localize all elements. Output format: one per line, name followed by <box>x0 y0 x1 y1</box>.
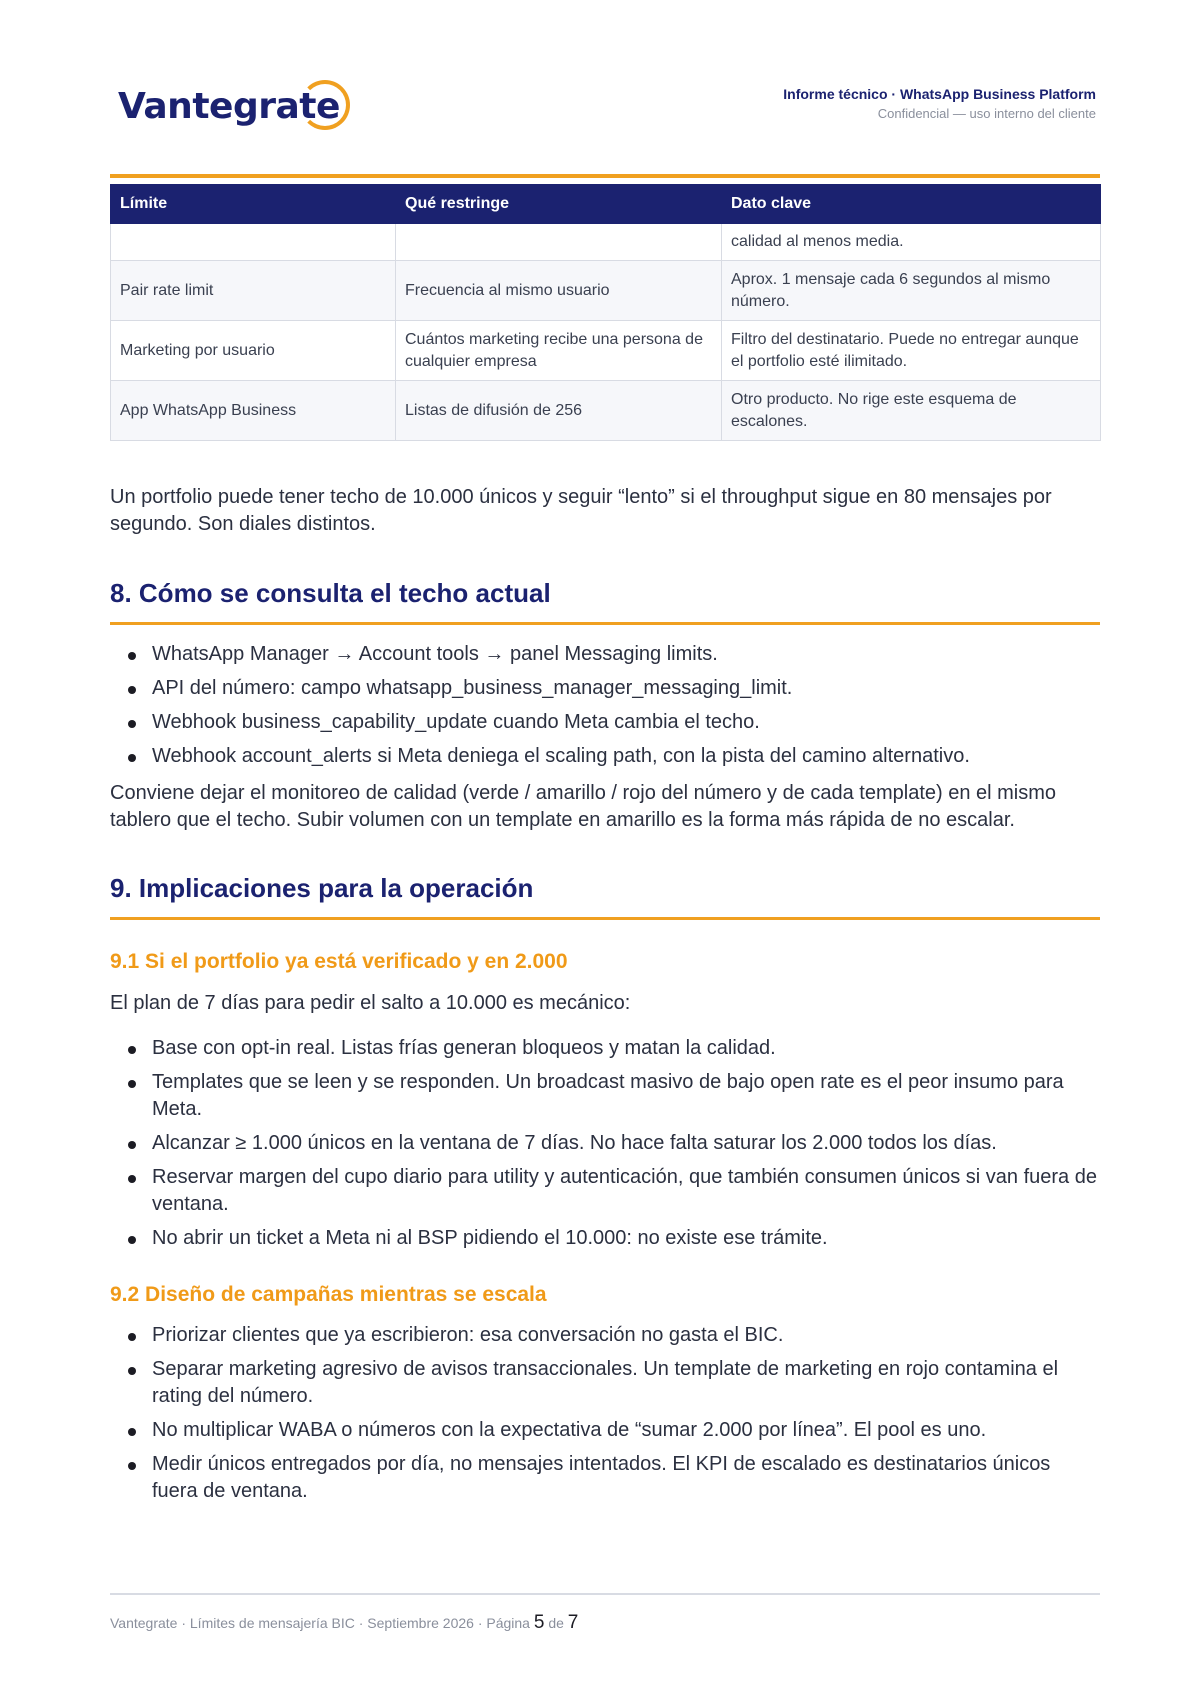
bullet-icon <box>128 1333 136 1341</box>
bullet-icon <box>128 720 136 728</box>
bullet-icon <box>128 754 136 762</box>
column-header-dato-clave: Dato clave <box>722 185 1101 224</box>
table-cell: Listas de difusión de 256 <box>396 381 722 441</box>
list-item <box>110 1417 1100 1444</box>
list-item <box>110 709 1100 736</box>
table-row <box>111 224 1101 261</box>
list-item <box>110 1356 1100 1410</box>
bullet-icon <box>128 686 136 694</box>
bullet-icon <box>128 1462 136 1470</box>
list-item <box>110 1130 1100 1157</box>
logo-text: Vantegrate <box>118 85 340 127</box>
bullet-icon <box>128 652 136 660</box>
table-header-row <box>111 185 1101 224</box>
page-number: 5 <box>533 1612 545 1633</box>
section-8-list <box>110 641 1100 770</box>
subsection-9-1-heading: 9.1 Si el portfolio ya está verificado y en 2.000 <box>110 950 568 973</box>
page-footer <box>110 1612 578 1634</box>
list-item <box>110 641 1100 668</box>
page-total: 7 <box>567 1612 579 1633</box>
list-item-text: Templates que se leen y se responden. Un broadcast masivo de bajo open rate es el peor insumo para Meta. <box>152 1071 1064 1120</box>
list-item <box>110 1164 1100 1218</box>
section-8-divider <box>110 622 1100 625</box>
list-item-text: WhatsApp Manager → Account tools → panel Messaging limits. <box>152 643 718 665</box>
intro-paragraph: Un portfolio puede tener techo de 10.000 únicos y seguir “lento” si el throughput sigue en 80 mensajes por segundo. Son diales distintos. <box>110 486 1052 535</box>
table-row <box>111 381 1101 441</box>
list-item-text: No multiplicar WABA o números con la expectativa de “sumar 2.000 por línea”. El pool es uno. <box>152 1419 987 1441</box>
table-cell <box>111 224 396 261</box>
table-cell: calidad al menos media. <box>722 224 1101 261</box>
bullet-icon <box>128 1236 136 1244</box>
bullet-icon <box>128 1175 136 1183</box>
list-item-text: Webhook account_alerts si Meta deniega el scaling path, con la pista del camino alternativo. <box>152 745 970 767</box>
list-item <box>110 1069 1100 1123</box>
confidentiality-note: Confidencial — uso interno del cliente <box>877 106 1096 121</box>
subsection-9-1-list <box>110 1035 1100 1252</box>
bullet-icon <box>128 1367 136 1375</box>
subsection-9-2-list <box>110 1322 1100 1505</box>
table-cell: Marketing por usuario <box>111 321 396 381</box>
subsection-9-1-paragraph: El plan de 7 días para pedir el salto a 10.000 es mecánico: <box>110 992 631 1014</box>
list-item-text: Reservar margen del cupo diario para utility y autenticación, que también consumen únicos si van fuera de ventana. <box>152 1166 1097 1215</box>
list-item-text: Separar marketing agresivo de avisos transaccionales. Un template de marketing en rojo contamina el rating del número. <box>152 1358 1059 1407</box>
table-cell: Aprox. 1 mensaje cada 6 segundos al mismo número. <box>722 261 1101 321</box>
list-item-text: Priorizar clientes que ya escribieron: esa conversación no gasta el BIC. <box>152 1324 784 1346</box>
vantegrate-logo <box>118 76 340 136</box>
column-header-limite: Límite <box>111 185 396 224</box>
table-cell: App WhatsApp Business <box>111 381 396 441</box>
table-cell: Cuántos marketing recibe una persona de cualquier empresa <box>396 321 722 381</box>
table-cell: Frecuencia al mismo usuario <box>396 261 722 321</box>
table-row <box>111 261 1101 321</box>
report-type: Informe técnico · WhatsApp Business Platform <box>783 86 1096 102</box>
bullet-icon <box>128 1046 136 1054</box>
list-item-text: No abrir un ticket a Meta ni al BSP pidiendo el 10.000: no existe ese trámite. <box>152 1227 828 1249</box>
list-item <box>110 675 1100 702</box>
table-row <box>111 321 1101 381</box>
limits-table <box>110 184 1101 441</box>
table-cell: Otro producto. No rige este esquema de escalones. <box>722 381 1101 441</box>
bullet-icon <box>128 1080 136 1088</box>
list-item <box>110 1035 1100 1062</box>
column-header-que-restringe: Qué restringe <box>396 185 722 224</box>
list-item-text: API del número: campo whatsapp_business_manager_messaging_limit. <box>152 677 793 699</box>
section-8-heading: 8. Cómo se consulta el techo actual <box>110 578 551 608</box>
list-item-text: Base con opt-in real. Listas frías generan bloqueos y matan la calidad. <box>152 1037 776 1059</box>
list-item <box>110 743 1100 770</box>
list-item-text: Medir únicos entregados por día, no mensajes intentados. El KPI de escalado es destinatarios únicos fuera de ventana. <box>152 1453 1051 1502</box>
subsection-9-2-heading: 9.2 Diseño de campañas mientras se escala <box>110 1283 547 1306</box>
list-item-text: Webhook business_capability_update cuando Meta cambia el techo. <box>152 711 760 733</box>
list-item <box>110 1322 1100 1349</box>
bullet-icon <box>128 1428 136 1436</box>
list-item-text: Alcanzar ≥ 1.000 únicos en la ventana de 7 días. No hace falta saturar los 2.000 todos los días. <box>152 1132 997 1154</box>
list-item <box>110 1451 1100 1505</box>
table-cell <box>396 224 722 261</box>
report-header-info <box>783 86 1096 121</box>
bullet-icon <box>128 1141 136 1149</box>
section-8-paragraph: Conviene dejar el monitoreo de calidad (verde / amarillo / rojo del número y de cada template) en el mismo tablero que el techo. Subir volumen con un template en amarillo es la forma más rápida de no escalar. <box>110 782 1057 831</box>
list-item <box>110 1225 1100 1252</box>
page-of-label: de <box>548 1615 564 1631</box>
footer-divider <box>110 1593 1100 1595</box>
section-9-heading: 9. Implicaciones para la operación <box>110 873 534 903</box>
footer-text: Vantegrate · Límites de mensajería BIC · Septiembre 2026 · Página <box>110 1615 530 1631</box>
table-cell: Filtro del destinatario. Puede no entregar aunque el portfolio esté ilimitado. <box>722 321 1101 381</box>
header-divider <box>110 174 1100 178</box>
section-9-divider <box>110 917 1100 920</box>
table-cell: Pair rate limit <box>111 261 396 321</box>
